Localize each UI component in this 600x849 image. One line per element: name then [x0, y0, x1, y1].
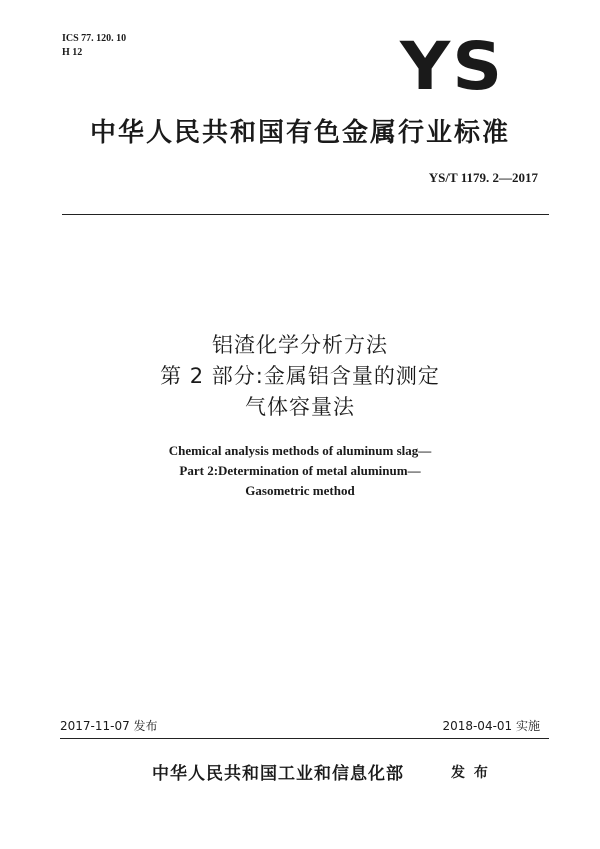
footer-divider	[60, 738, 549, 739]
classification-block	[62, 32, 126, 60]
english-title-line: Gasometric method	[245, 483, 355, 498]
english-title-line: Part 2:Determination of metal aluminum—	[179, 463, 421, 478]
ics-code: ICS 77. 120. 10	[62, 33, 127, 44]
issue-action: 发 布	[451, 765, 490, 781]
chinese-title	[0, 330, 600, 423]
standard-title: 中华人民共和国有色金属行业标准	[89, 118, 510, 148]
issuing-authority: 中华人民共和国工业和信息化部	[152, 764, 404, 784]
ccs-code: H 12	[62, 47, 83, 58]
chinese-title-line: 第 2 部分:金属铝含量的测定	[160, 364, 440, 388]
english-title-line: Chemical analysis methods of aluminum slag—	[168, 443, 432, 458]
implementation-date: 2018-04-01 实施	[442, 719, 540, 733]
header-divider	[62, 214, 549, 215]
english-title	[0, 441, 600, 501]
issue-date: 2017-11-07 发布	[60, 719, 158, 733]
ys-logo: YS	[400, 28, 505, 105]
chinese-title-line: 气体容量法	[245, 395, 355, 419]
standard-number: YS/T 1179. 2—2017	[428, 170, 538, 185]
chinese-title-line: 铝渣化学分析方法	[212, 333, 388, 357]
